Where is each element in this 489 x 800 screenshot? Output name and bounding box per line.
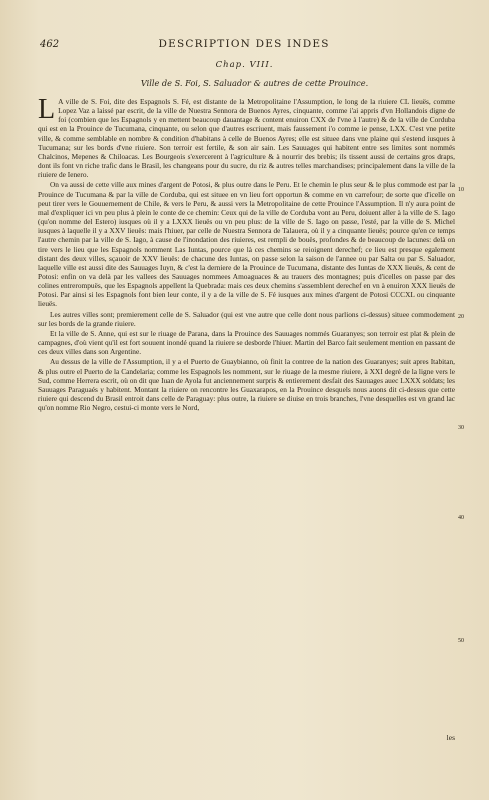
chapter-title: Ville de S. Foi, S. Saluador & autres de cette Prouince. xyxy=(140,78,369,88)
paragraph-2: On va aussi de cette ville aux mines d'argent de Potosi, & plus outre dans le Peru. Et le chemin le plus seur & le plus commode est par la Prouince de Tucumana & par la ville de Corduba, qui est situee en vn lieu fort opportun & comme en vn carrefour; de sorte que d'icelle on peut tirer vers le Gouuernement de Chile, & vers le Peru, & aussi vers la Metropolitaine de cette Prouince l'Assumption. Il n'y aura point de mal d'expliquer ici vn peu plus à plein le conte de ce chemin: Ceux qui de la ville de Corduba vont au Peru, doiuent aller à la ville de S. Iago (qu'on nomme del Estero) iusques où il y a LXXX lieuës ou vn peu plus: de la ville de S. Iago on passe, l'esté, par la ville de S. Michel iusques à laquelle il y a XXV lieuës: mais l'hiuer, par celle de Nuestra Sennora de Talauera, où il y a cinquante lieuës; pource qu'en ce temps l'autre chemin par la ville de S. Iago, à cause de l'inondation des riuieres, est rempli de bouës, profondes & de beaucoup de lacunes: delà on tire vers le lieu que les Espagnols nomment Las Iuntas, pource que là ces chemins se reioignent derechef; ce lieu est presque egalement distant des deux villes, sçauoir de XXV lieuës: de chacune des Iuntas, on passe selon la saison de l'annee ou par Salta ou par S. Saluador, laquelle ville est aussi dite des Sauuages Iuyn, & c'est la derniere de la Prouince de Tucumana, distante des Iuntas de XXX lieuës, & cent de Potosi: enfin on va delà par les vallees des Sauuages nommees Amoaguaces & au trauers des montagnes; puis d'icelles on passe par des colines entrerompuës, que les Espagnols appellent la Quebrada: mais ces deux chemins s'assemblent derechef en vn à enuiron XXX lieuës de Potosi. Par ainsi si les Espagnols font bien leur conte, il y a de la ville de S. Fé iusques aux mines d'argent de Potosi CCCXL ou cinquante lieuës. xyxy=(38,180,455,309)
margin-line-number: 30 xyxy=(458,425,464,431)
paragraph-4: Et la ville de S. Anne, qui est sur le riuage de Parana, dans la Prouince des Sauuages nommés Guaranyes; son terroir est plat & plein de campagnes, d'où vient qu'il est fort souuent inondé quand la riuiere se desborde l'hiuer. Martin del Barco fait seulement mention en passant de ces deux villes dans son Argentine. xyxy=(38,328,455,357)
drop-cap: L xyxy=(38,94,56,125)
paragraph-1-text: A ville de S. Foi, dite des Espagnols S. Fé, est distante de la Metropolitaine l'Assumption, le long de la riuiere CL lieuës, comme Lopez Vaz a laissé par escrit, de la ville de Nuestra Sennora de Buenos Ayres, cinquante, comme i'ai appris d'vn Hollandois digne de foi (combien que les Espagnols y en mettent beaucoup dauantage & content enuiron CXX de l'vne à l'autre) & de la ville de Corduba qui est en la Prouince de Tucumana, cinquante, ou selon que d'autres escriuent, mais faussement i'o comme ie pense, LXX. C'est vne petite ville, & comme semblable en nombre & condition d'habitans à celle de Buenos Ayres; elle est situee dans vne plaine qui s'estend iusques à Tucumana; sur les bords d'vne riuiere. Son terroir est fertile, & son air sain. Les Sauuages qui habitent entre ses limites sont nommés Chalcinos, Mepenes & Chiloacas. Les Bourgeois s'exercerent à l'agriculture & à nourrir des brebis; ils tissent aussi de certains gros draps, dont ils font vn riche trafic dans le Brasil, les changeans pour du sucre, du riz & autres telles marchandises; principalement dans la ville de la riuiere de Ienero. xyxy=(38,97,455,180)
running-header xyxy=(40,38,449,50)
text-body xyxy=(38,94,455,413)
margin-line-number: 20 xyxy=(458,314,464,320)
running-title: DESCRIPTION DES INDES xyxy=(158,38,330,50)
paragraph-1 xyxy=(38,94,455,180)
margin-line-number: 50 xyxy=(458,638,464,644)
catchword: les xyxy=(446,733,455,742)
margin-line-number: 10 xyxy=(458,187,464,193)
page-number: 462 xyxy=(40,39,60,50)
paragraph-3: Les autres villes sont; premierement celle de S. Saluador (qui est vne autre que celle dont nous parlions ci-dessus) situee commodement sur les bords de la grande riuiere. xyxy=(38,309,455,328)
chapter-label xyxy=(0,60,489,70)
paragraph-5: Au dessus de la ville de l'Assumption, il y a el Puerto de Guaybianno, où finit la contree de la nation des Guaranyes; suit apres Itabitan, & plus outre el Puerto de la Candelaria; comme les Espagnols les nomment, sur le riuage de la mesme riuiere, à XXI degré de la ligne vers le Sud, comme Herrera escrit, où on dit que Iuan de Ayola fut anciennement surpris & entierement desfait des Sauuages auec LXXX soldats; les Sauuages Paraguaés y habitent. Montant la riuiere on rencontre les Guaxarapos, en la Prouince desquels nous auons dit ci-dessus que cette riuiere qui descend du Brasil entroit dans celle de Paraguay: plus outre, la riuiere se diuise en trois branches, l'vne desquelles est vn grand lac qu'on nomme Rio Negro, cestui-ci monte vers le Nord, xyxy=(38,357,455,413)
chapter-label-text: Chap. VIII. xyxy=(215,60,274,70)
margin-line-number: 40 xyxy=(458,515,464,521)
